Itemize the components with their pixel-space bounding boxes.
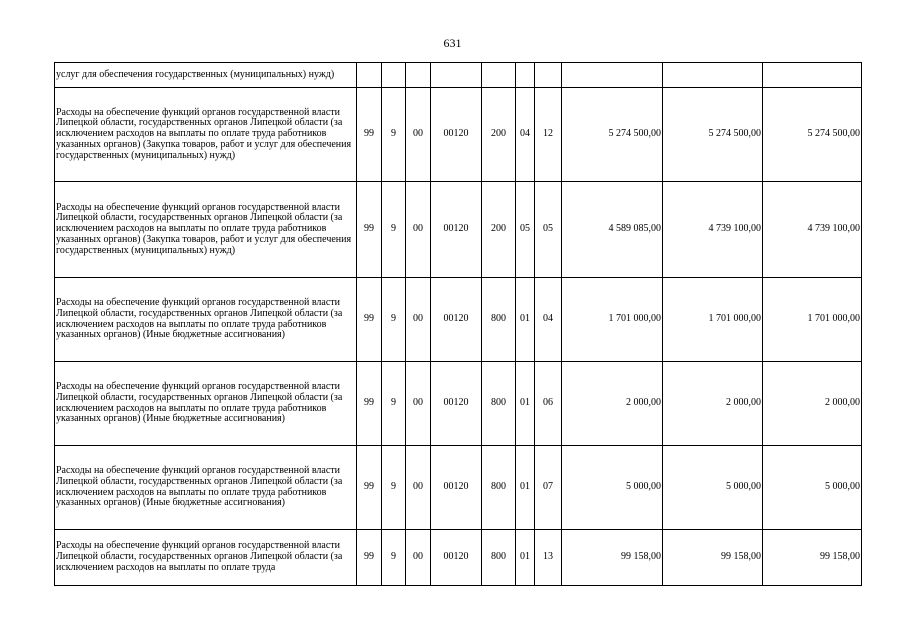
cell-code-7: 04 (535, 278, 562, 362)
table-row (55, 278, 862, 362)
cell-amount-3: 5 274 500,00 (763, 88, 862, 182)
cell-code-1: 99 (357, 362, 382, 446)
row-description: Расходы на обеспечение функций органов государственной власти Липецкой области, государственных органов Липецкой области (за исключением расходов на выплаты по оплате труда работников указанных органов) (Иные бюджетные ассигнования) (55, 446, 357, 530)
cell-code-4 (431, 63, 482, 88)
cell-amount-1: 4 589 085,00 (562, 182, 663, 278)
row-description: услуг для обеспечения государственных (муниципальных) нужд) (55, 63, 357, 88)
cell-code-5: 200 (482, 88, 516, 182)
cell-code-3: 00 (406, 88, 431, 182)
cell-amount-2: 4 739 100,00 (663, 182, 763, 278)
cell-amount-3: 2 000,00 (763, 362, 862, 446)
cell-code-7: 13 (535, 530, 562, 586)
cell-code-4: 00120 (431, 362, 482, 446)
cell-amount-3: 5 000,00 (763, 446, 862, 530)
cell-amount-3 (763, 63, 862, 88)
cell-code-4: 00120 (431, 446, 482, 530)
cell-code-5: 800 (482, 362, 516, 446)
row-description: Расходы на обеспечение функций органов государственной власти Липецкой области, государственных органов Липецкой области (за исключением расходов на выплаты по оплате труда (55, 530, 357, 586)
cell-code-1: 99 (357, 446, 382, 530)
cell-code-6: 05 (516, 182, 535, 278)
cell-amount-1: 2 000,00 (562, 362, 663, 446)
cell-code-4: 00120 (431, 88, 482, 182)
cell-amount-1: 5 000,00 (562, 446, 663, 530)
cell-amount-2: 5 000,00 (663, 446, 763, 530)
cell-code-1: 99 (357, 88, 382, 182)
cell-code-6: 01 (516, 362, 535, 446)
row-description: Расходы на обеспечение функций органов государственной власти Липецкой области, государственных органов Липецкой области (за исключением расходов на выплаты по оплате труда работников указанных органов) (Иные бюджетные ассигнования) (55, 362, 357, 446)
cell-code-2: 9 (382, 362, 406, 446)
cell-amount-1: 5 274 500,00 (562, 88, 663, 182)
cell-code-1 (357, 63, 382, 88)
cell-code-6: 01 (516, 530, 535, 586)
cell-code-3: 00 (406, 182, 431, 278)
cell-code-2: 9 (382, 182, 406, 278)
cell-code-5: 200 (482, 182, 516, 278)
cell-code-3: 00 (406, 278, 431, 362)
cell-code-7: 07 (535, 446, 562, 530)
cell-code-6: 01 (516, 446, 535, 530)
cell-amount-1: 99 158,00 (562, 530, 663, 586)
cell-code-1: 99 (357, 278, 382, 362)
cell-amount-2: 2 000,00 (663, 362, 763, 446)
cell-code-4: 00120 (431, 530, 482, 586)
cell-code-5: 800 (482, 278, 516, 362)
cell-code-7 (535, 63, 562, 88)
cell-code-5 (482, 63, 516, 88)
cell-code-6: 01 (516, 278, 535, 362)
cell-amount-1 (562, 63, 663, 88)
table-row (55, 182, 862, 278)
table-row (55, 88, 862, 182)
cell-code-4: 00120 (431, 182, 482, 278)
cell-code-4: 00120 (431, 278, 482, 362)
cell-code-7: 05 (535, 182, 562, 278)
cell-code-6 (516, 63, 535, 88)
page-number: 631 (443, 36, 462, 50)
cell-code-7: 12 (535, 88, 562, 182)
row-description: Расходы на обеспечение функций органов государственной власти Липецкой области, государственных органов Липецкой области (за исключением расходов на выплаты по оплате труда работников указанных органов) (Закупка товаров, работ и услуг для обеспечения государственных (муниципальных) нужд) (55, 182, 357, 278)
cell-amount-3: 99 158,00 (763, 530, 862, 586)
cell-code-1: 99 (357, 530, 382, 586)
cell-code-3: 00 (406, 362, 431, 446)
cell-code-7: 06 (535, 362, 562, 446)
table-row (55, 446, 862, 530)
cell-code-3: 00 (406, 446, 431, 530)
cell-code-2: 9 (382, 88, 406, 182)
cell-amount-3: 4 739 100,00 (763, 182, 862, 278)
cell-code-2: 9 (382, 530, 406, 586)
cell-code-1: 99 (357, 182, 382, 278)
cell-code-5: 800 (482, 446, 516, 530)
cell-amount-1: 1 701 000,00 (562, 278, 663, 362)
cell-amount-2: 99 158,00 (663, 530, 763, 586)
cell-code-3 (406, 63, 431, 88)
cell-code-2: 9 (382, 278, 406, 362)
row-description: Расходы на обеспечение функций органов государственной власти Липецкой области, государственных органов Липецкой области (за исключением расходов на выплаты по оплате труда работников указанных органов) (Закупка товаров, работ и услуг для обеспечения государственных (муниципальных) нужд) (55, 88, 357, 182)
budget-table (54, 62, 862, 586)
table-row (55, 530, 862, 586)
cell-amount-3: 1 701 000,00 (763, 278, 862, 362)
cell-code-5: 800 (482, 530, 516, 586)
table-row (55, 362, 862, 446)
row-description: Расходы на обеспечение функций органов государственной власти Липецкой области, государственных органов Липецкой области (за исключением расходов на выплаты по оплате труда работников указанных органов) (Иные бюджетные ассигнования) (55, 278, 357, 362)
cell-code-2 (382, 63, 406, 88)
cell-amount-2 (663, 63, 763, 88)
cell-amount-2: 5 274 500,00 (663, 88, 763, 182)
cell-code-6: 04 (516, 88, 535, 182)
cell-code-3: 00 (406, 530, 431, 586)
cell-amount-2: 1 701 000,00 (663, 278, 763, 362)
table-row (55, 63, 862, 88)
cell-code-2: 9 (382, 446, 406, 530)
